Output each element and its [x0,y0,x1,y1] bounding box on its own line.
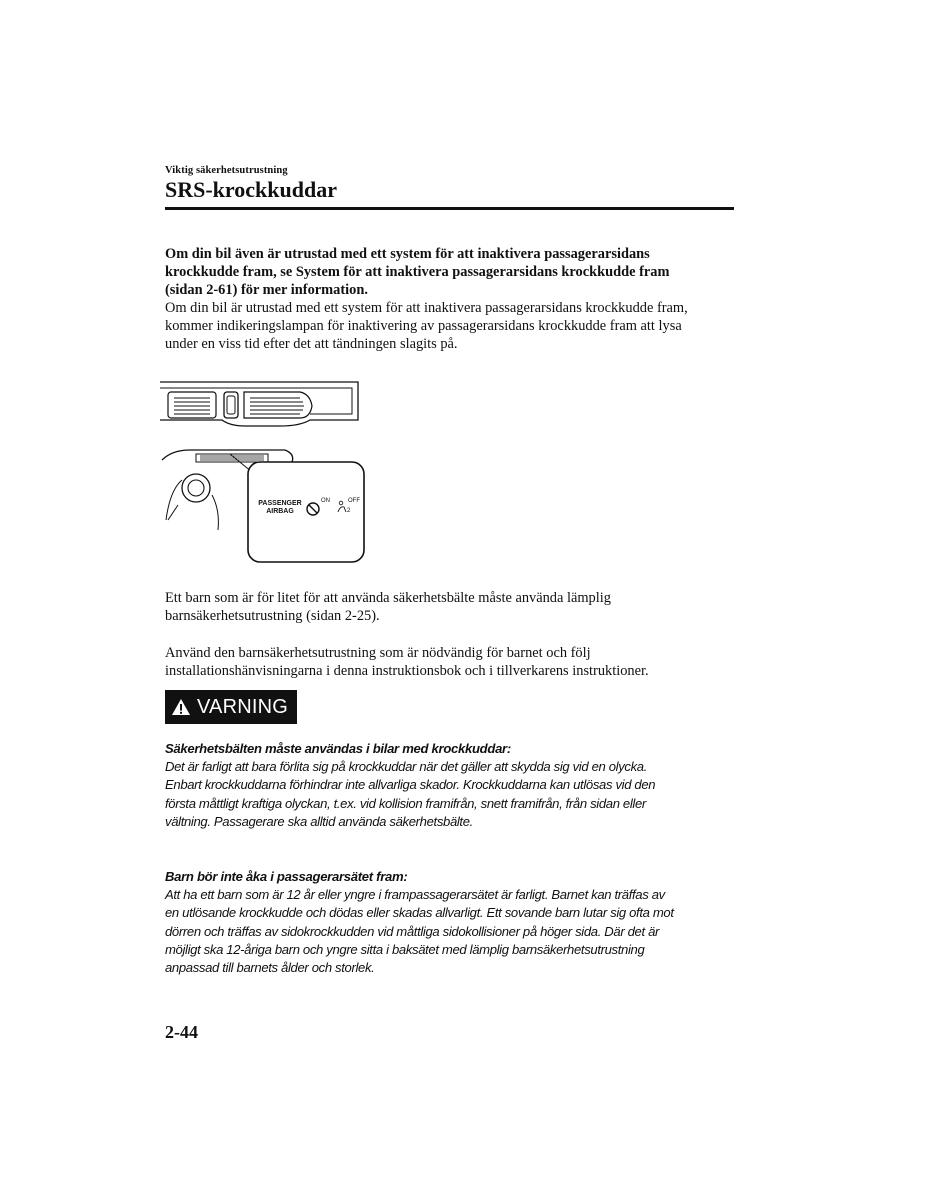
text-line: Det är farligt att bara förlita sig på krockkuddar när det gäller att skydda sig vid en olycka. [165,759,648,775]
warning-badge [165,690,297,724]
title-rule [165,207,734,210]
child-seat-paragraph [165,589,735,625]
warning-heading: Barn bör inte åka i passagerarsätet fram: [165,869,408,884]
warning-block-children [165,868,740,977]
text-line: möjligt ska 12-åriga barn och yngre sitta i baksätet med lämplig barnsäkerhetsutrustning [165,941,645,957]
intro-bold-paragraph [165,245,735,300]
off-number: 2 [347,508,351,514]
warning-block-seatbelts [165,740,740,831]
section-label: Viktig säkerhetsutrustning [165,165,288,176]
text-line: Ett barn som är för litet för att använda säkerhetsbälte måste använda lämplig [165,590,611,606]
installation-paragraph [165,644,735,680]
text-line: en utlösande krockkudde och dödas eller skadas allvarligt. Ett sovande barn lutar sig ofta mot [165,905,674,921]
page-number: 2-44 [165,1022,198,1042]
text-line: kommer indikeringslampan för inaktivering av passagerarsidans krockkudde fram att lysa [165,318,682,335]
warning-triangle-icon [171,698,191,716]
airbag-indicator-illustration [160,370,370,570]
text-line: Om din bil är utrustad med ett system för att inaktivera passagerarsidans krockkudde fram, [165,300,688,316]
text-line: Använd den barnsäkerhetsutrustning som är nödvändig för barnet och följ [165,645,591,661]
text-line: barnsäkerhetsutrustning (sidan 2-25). [165,608,380,625]
text-line: Att ha ett barn som är 12 år eller yngre i frampassagerarsätet är farligt. Barnet kan träffas av [165,887,665,903]
text-line: dörren och träffas av sidokrockkudden vid måttliga sidokollisioner på höger sida. Där det är [165,923,660,939]
warning-heading: Säkerhetsbälten måste användas i bilar med krockkuddar: [165,741,511,756]
text-line: under en viss tid efter det att tändningen slagits på. [165,336,458,353]
page-title: SRS-krockkuddar [165,177,337,202]
passenger-label: PASSENGER [258,500,302,507]
text-line: Enbart krockkuddarna förhindrar inte allvarliga skador. Krockkuddarna kan utlösas vid den [165,777,656,793]
text-line: anpassad till barnets ålder och storlek. [165,960,375,976]
warning-label: VARNING [197,695,289,718]
control-knob [182,474,210,502]
text-line: vältning. Passagerare ska alltid använda säkerhetsbälte. [165,813,473,829]
text-line: installationshänvisningarna i denna instruktionsbok och i tillverkarens instruktioner. [165,663,649,680]
airbag-label: AIRBAG [266,508,294,515]
on-label: ON [321,498,330,504]
left-air-vent [168,392,216,418]
text-line: Om din bil även är utrustad med ett system för att inaktivera passagerarsidans [165,246,650,262]
dashboard-outline [160,382,358,426]
text-line: krockkudde fram, se System för att inaktivera passagerarsidans krockkudde fram [165,264,670,281]
text-line: (sidan 2-61) för mer information. [165,282,368,299]
text-line: första måttligt kraftiga olyckan, t.ex. vid kollision framifrån, snett framifrån, från sidan eller [165,795,646,811]
off-label: OFF [348,498,360,504]
intro-paragraph [165,299,735,354]
right-air-vent [244,392,312,418]
